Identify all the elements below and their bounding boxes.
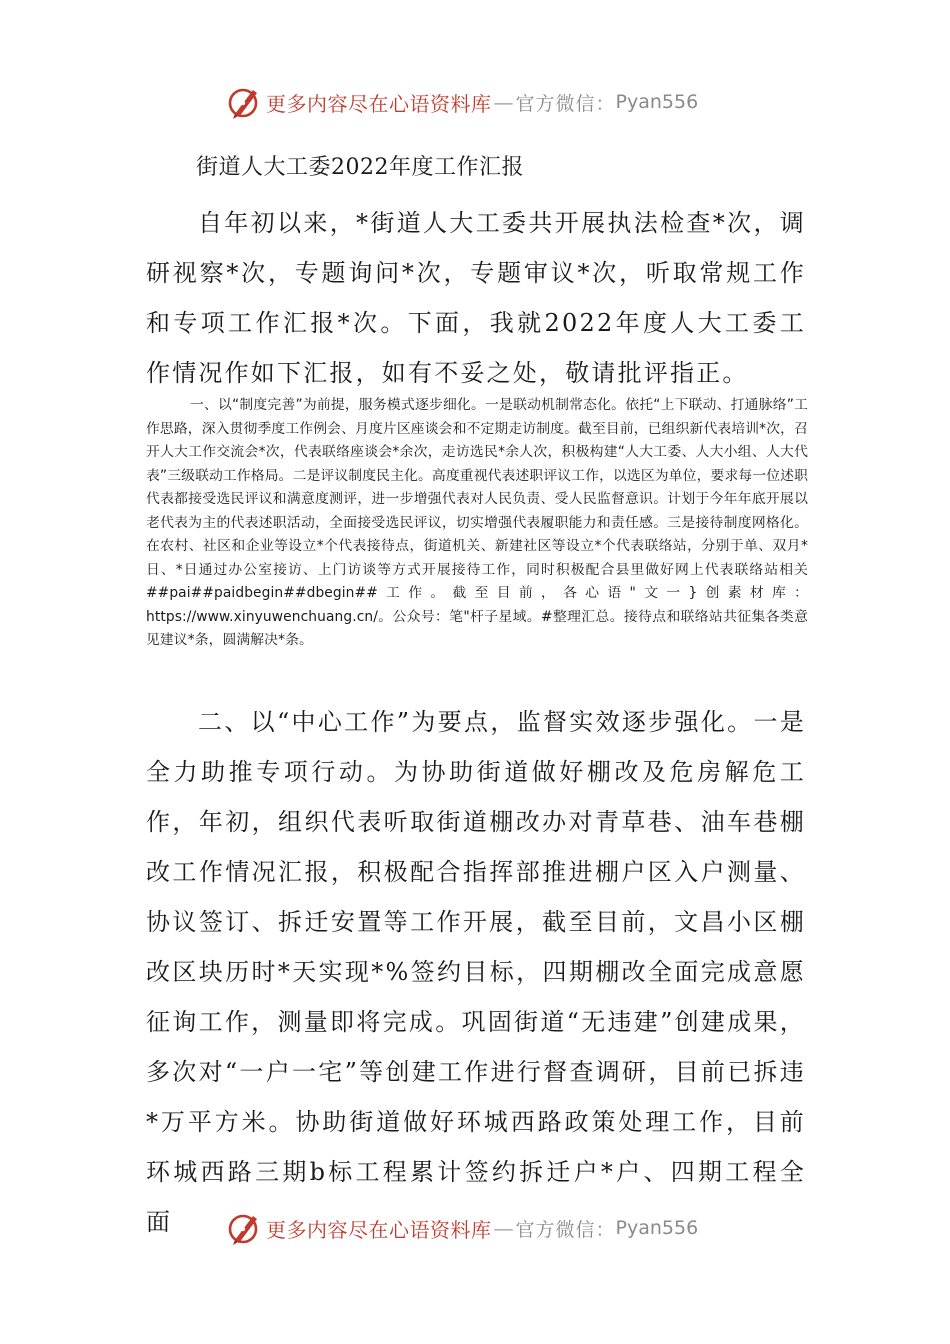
banner-separator: — xyxy=(493,1216,514,1240)
header-banner xyxy=(226,82,746,122)
banner-text: 更多内容尽在心语资料库 xyxy=(266,1217,492,1242)
section-two-paragraph: 二、以“中心工作”为要点，监督实效逐步强化。一是全力助推专项行动。为协助街道做好棚改及危房解危工作，年初，组织代表听取街道棚改办对青草巷、油车巷棚改工作情况汇报，积极配合指挥部推进棚户区入户测量、协议签订、拆迁安置等工作开展，截至目前，文昌小区棚改区块历时*天实现*%签约目标，四期棚改全面完成意愿征询工作，测量即将完成。巩固街道“无违建”创建成果，多次对“一户一宅”等创建工作进行督查调研，目前已拆违*万平方米。协助街道做好环城西路政策处理工作，目前环城西路三期b标工程累计签约拆迁户*户、四期工程全面 xyxy=(146,708,806,1236)
banner-text: 更多内容尽在心语资料库 xyxy=(266,91,492,116)
banner-wechat-id: Pyan556 xyxy=(615,91,699,113)
document-title: 街道人大工委2022年度工作汇报 xyxy=(196,155,524,180)
footer-banner xyxy=(226,1208,746,1248)
banner-separator: — xyxy=(493,90,514,114)
pen-logo-icon xyxy=(226,84,262,120)
section-one-paragraph: 一、以“制度完善”为前提，服务模式逐步细化。一是联动机制常态化。依托“上下联动、打通脉络”工作思路，深入贯彻季度工作例会、月度片区座谈会和不定期走访制度。截至目前，已组织新代表培训*次，召开人大工作交流会*次，代表联络座谈会*余次，走访选民*余人次，积极构建“人大工委、人大小组、人大代表”三级联动工作格局。二是评议制度民主化。高度重视代表述职评议工作，以选区为单位，要求每一位述职代表都接受选民评议和满意度测评，进一步增强代表对人民负责、受人民监督意识。计划于今年年底开展以老代表为主的代表述职活动，全面接受选民评议，切实增强代表履职能力和责任感。三是接待制度网格化。在农村、社区和企业等设立*个代表接待点，街道机关、新建社区等设立*个代表联络站，分别于单、双月*日、*日通过办公室接访、上门访谈等方式开展接待工作，同时积极配合县里做好网上代表联络站相关##pai##paidbegin##dbegin##工作。截至目前，各心语"文一}创素材库：https://www.xinyuwenchuang.cn/。公众号：笔"杆子星域。#整理汇总。接待点和联络站共征集各类意见建议*条，圆满解决*条。 xyxy=(146,397,808,648)
pen-logo-icon xyxy=(226,1210,262,1246)
intro-paragraph: 自年初以来，*街道人大工委共开展执法检查*次，调研视察*次，专题询问*次，专题审议*次，听取常规工作和专项工作汇报*次。下面，我就2022年度人大工委工作情况作如下汇报，如有不妥之处，敬请批评指正。 xyxy=(146,209,806,387)
banner-label: 官方微信： xyxy=(515,1218,616,1241)
banner-label: 官方微信： xyxy=(515,92,616,115)
banner-wechat-id: Pyan556 xyxy=(615,1217,699,1239)
